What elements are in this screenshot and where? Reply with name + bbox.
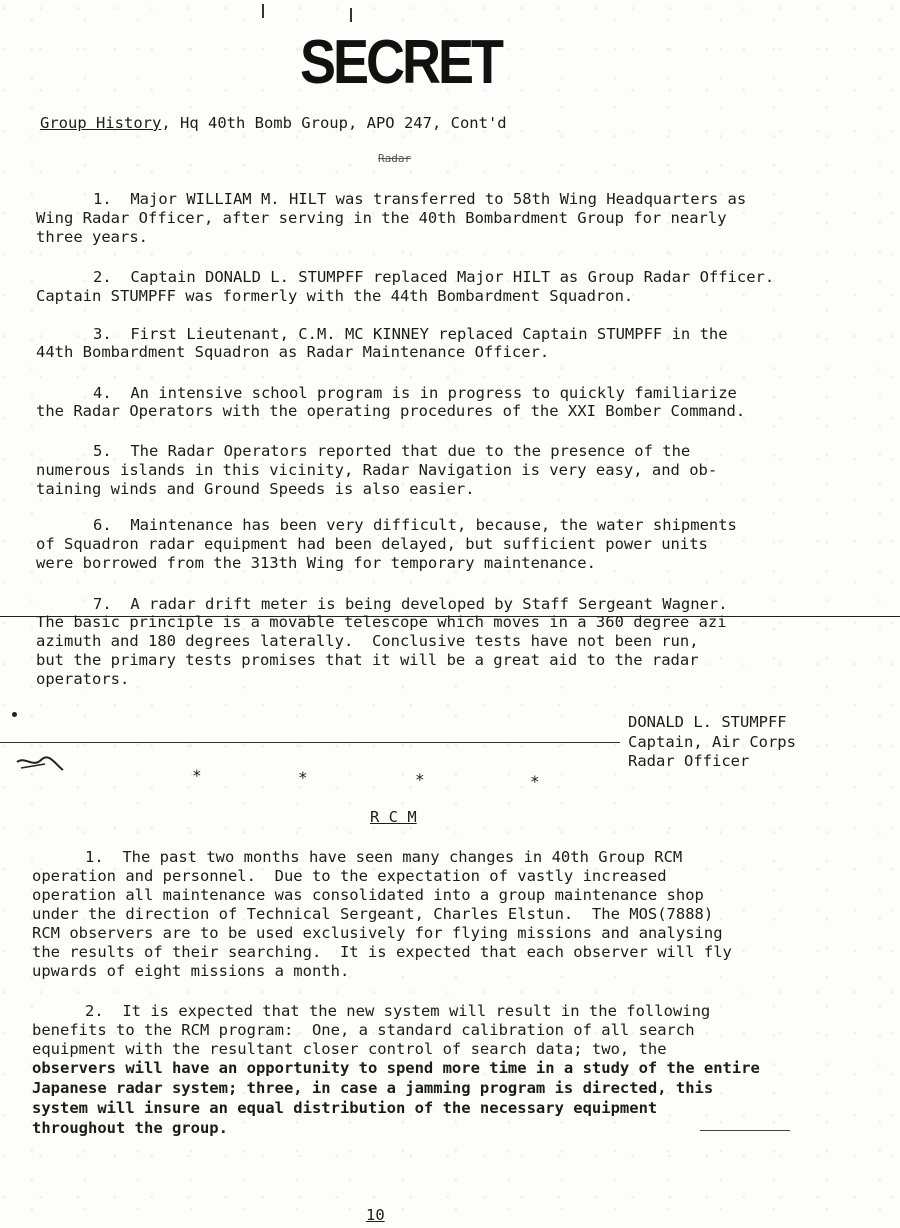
header-title: Group History	[40, 114, 162, 132]
radar-p4-l2: the Radar Operators with the operating procedures of the XXI Bomber Command.	[36, 402, 746, 420]
rcm-p1-l2: operation and personnel. Due to the expectation of vastly increased	[32, 867, 667, 885]
section-label: Radar	[378, 152, 412, 165]
signature-rank: Captain, Air Corps	[628, 733, 796, 751]
radar-p5-l1: 5. The Radar Operators reported that due to the presence of the	[93, 442, 691, 460]
rcm-p2-l5: Japanese radar system; three, in case a jamming program is directed, this	[32, 1079, 714, 1097]
rcm-p1-l1: 1. The past two months have seen many changes in 40th Group RCM	[85, 848, 683, 866]
signature-name: DONALD L. STUMPFF	[628, 713, 787, 731]
radar-p7-l2: The basic principle is a movable telescope which moves in a 360 degree azi	[36, 613, 727, 631]
mark	[262, 4, 264, 18]
rcm-p2-l6: system will insure an equal distribution of the necessary equipment	[32, 1099, 658, 1117]
radar-p1-l1: 1. Major WILLIAM M. HILT was transferred to 58th Wing Headquarters as	[93, 190, 747, 208]
radar-p7-l1: 7. A radar drift meter is being developed by Staff Sergeant Wagner.	[93, 595, 728, 613]
rcm-p1-l5: RCM observers are to be used exclusively for flying missions and analysing	[32, 924, 723, 942]
radar-p4-l1: 4. An intensive school program is in progress to quickly familiarize	[93, 384, 737, 402]
header-rest: , Hq 40th Bomb Group, APO 247, Cont'd	[161, 114, 507, 132]
radar-p3-l2: 44th Bombardment Squadron as Radar Maintenance Officer.	[36, 343, 550, 361]
rcm-heading: R C M	[370, 808, 417, 826]
radar-p5-l2: numerous islands in this vicinity, Radar Navigation is very easy, and ob-	[36, 461, 718, 479]
rcm-p2-l7: throughout the group.	[32, 1119, 228, 1137]
radar-p5-l3: taining winds and Ground Speeds is also easier.	[36, 480, 475, 498]
rcm-p1-l3: operation all maintenance was consolidated into a group maintenance shop	[32, 886, 704, 904]
radar-p6-l1: 6. Maintenance has been very difficult, because, the water shipments	[93, 516, 737, 534]
speck	[12, 712, 17, 717]
separator-star: *	[192, 766, 202, 785]
radar-p6-l2: of Squadron radar equipment had been delayed, but sufficient power units	[36, 535, 708, 553]
rcm-p2-l3: equipment with the resultant closer control of search data; two, the	[32, 1040, 667, 1058]
rcm-p1-l6: the results of their searching. It is expected that each observer will fly	[32, 943, 732, 961]
radar-p2-l2: Captain STUMPFF was formerly with the 44th Bombardment Squadron.	[36, 287, 634, 305]
rcm-p2-l2: benefits to the RCM program: One, a standard calibration of all search	[32, 1021, 695, 1039]
radar-p7-l5: operators.	[36, 670, 130, 688]
rcm-p2-l1: 2. It is expected that the new system will result in the following	[85, 1002, 711, 1020]
divider-line	[0, 742, 620, 743]
pen-underline	[700, 1130, 790, 1131]
separator-star: *	[298, 768, 308, 787]
secret-stamp: SECRET	[300, 28, 502, 97]
separator-star: *	[415, 770, 425, 789]
pen-mark	[15, 752, 65, 776]
radar-p6-l3: were borrowed from the 313th Wing for temporary maintenance.	[36, 554, 596, 572]
mark	[350, 8, 352, 22]
radar-p7-l4: but the primary tests promises that it will be a great aid to the radar	[36, 651, 699, 669]
radar-p1-l2: Wing Radar Officer, after serving in the 40th Bombardment Group for nearly	[36, 209, 727, 227]
header-line	[40, 114, 507, 132]
radar-p1-l3: three years.	[36, 228, 148, 246]
radar-p7-l3: azimuth and 180 degrees laterally. Conclusive tests have not been run,	[36, 632, 699, 650]
radar-p2-l1: 2. Captain DONALD L. STUMPFF replaced Major HILT as Group Radar Officer.	[93, 268, 775, 286]
rcm-p2-l4: observers will have an opportunity to spend more time in a study of the entire	[32, 1059, 760, 1077]
rcm-p1-l4: under the direction of Technical Sergeant, Charles Elstun. The MOS(7888)	[32, 905, 714, 923]
signature-title: Radar Officer	[628, 752, 750, 770]
separator-star: *	[530, 772, 540, 791]
radar-p3-l1: 3. First Lieutenant, C.M. MC KINNEY replaced Captain STUMPFF in the	[93, 325, 728, 343]
rcm-p1-l7: upwards of eight missions a month.	[32, 962, 350, 980]
page-number: 10	[366, 1206, 385, 1224]
